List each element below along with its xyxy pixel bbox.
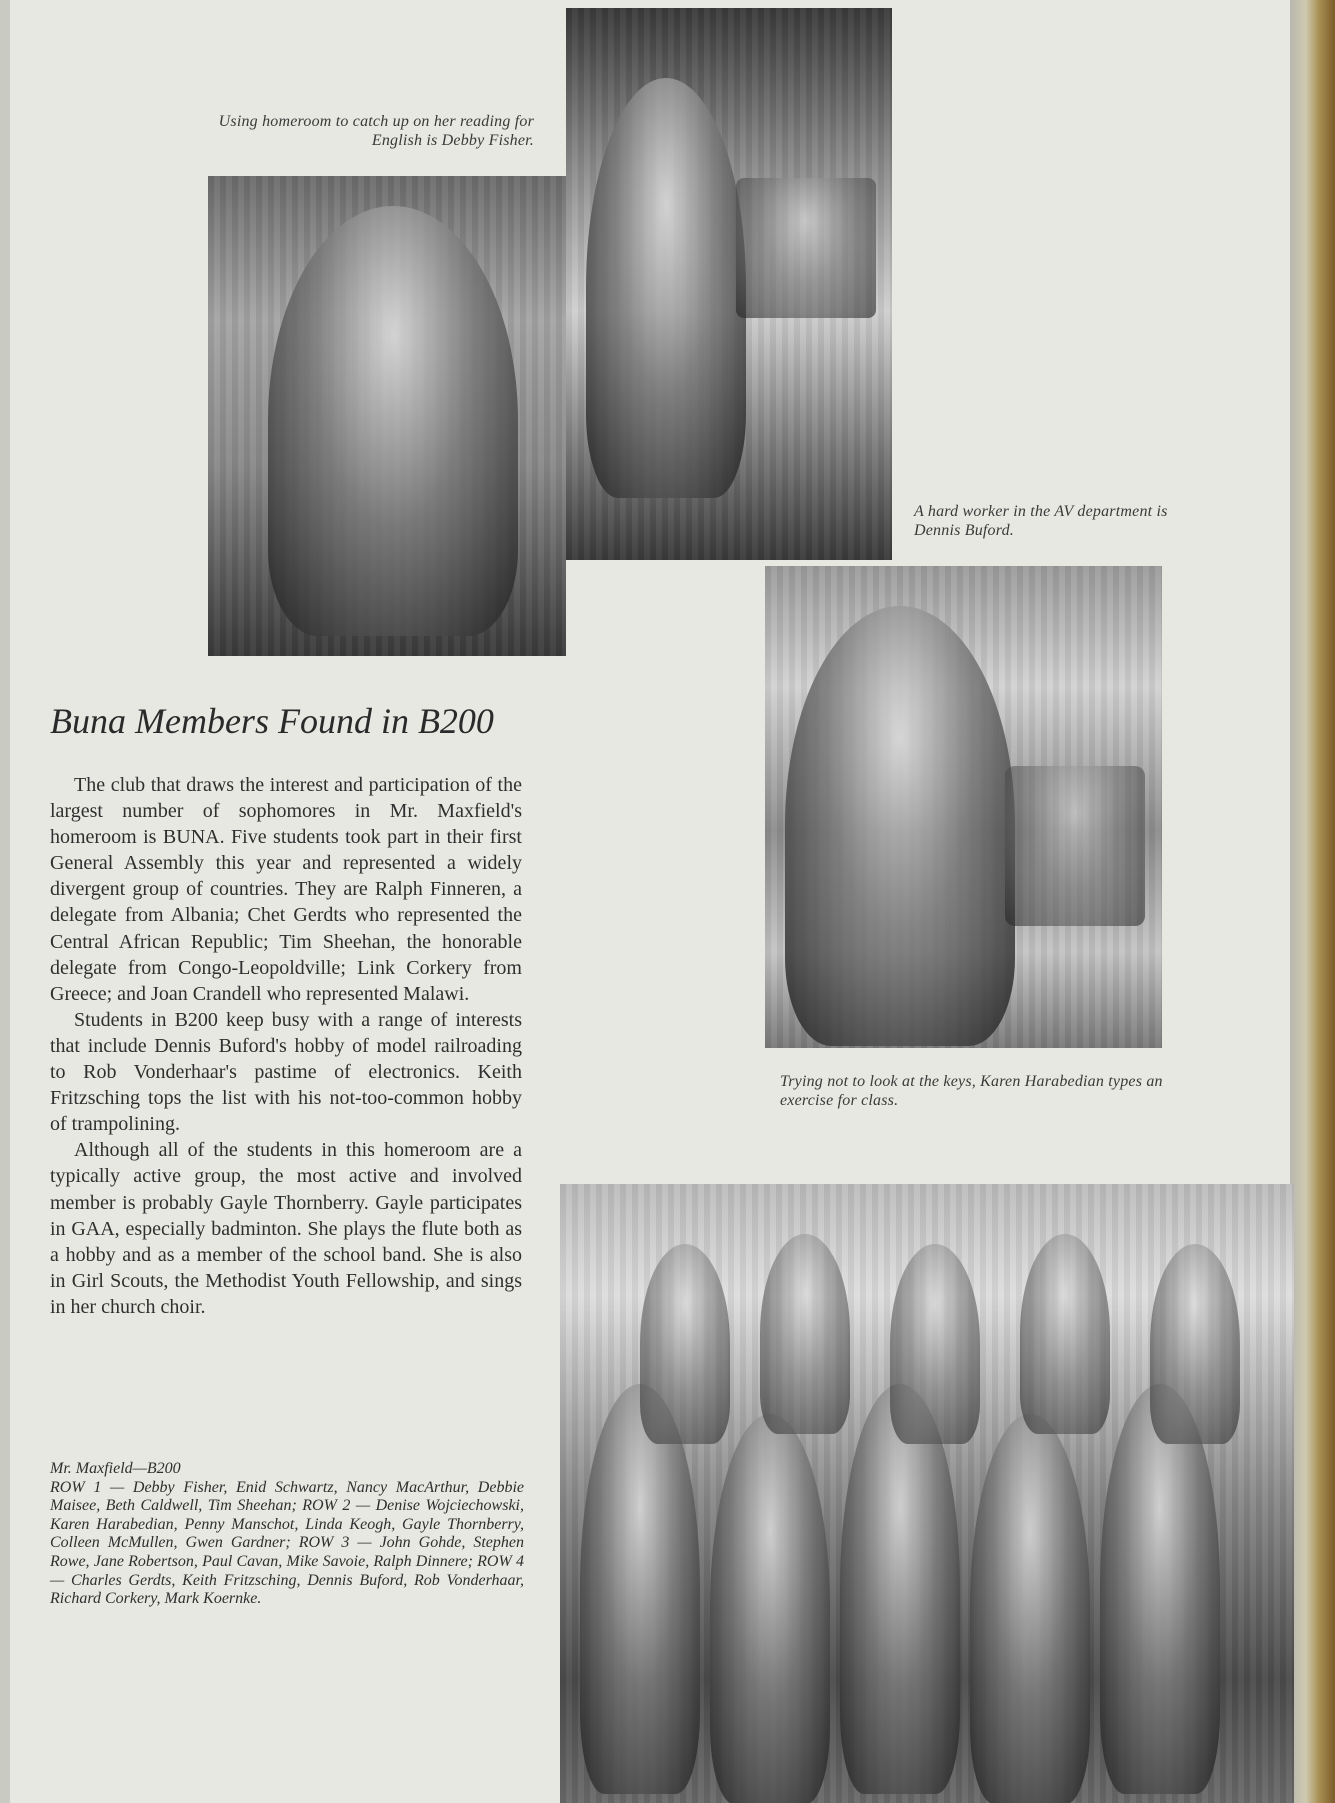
caption-karen-harabedian: Trying not to look at the keys, Karen Harabedian types an exercise for class.	[780, 1073, 1163, 1109]
caption-dennis-buford: A hard worker in the AV department is Dennis Buford.	[914, 503, 1168, 539]
photo-av-student	[566, 8, 892, 560]
photo-student-typing	[765, 566, 1162, 1048]
article-paragraph: The club that draws the interest and participation of the largest number of sophomores in Mr. Maxfield's homeroom is BUNA. Five students took part in their first General Assembly this year and represented a widely divergent group of countries. They are Ralph Finneren, a delegate from Albania; Chet Gerdts who represented the Central African Republic; Tim Sheehan, the honorable delegate from Congo-Leopoldville; Link Corkery from Greece; and Joan Crandell who represented Malawi.	[50, 774, 522, 1005]
roster-text: ROW 1 — Debby Fisher, Enid Schwartz, Nancy MacArthur, Debbie Maisee, Beth Caldwell, Tim Sheehan; ROW 2 — Denise Wojciechowski, Karen Harabedian, Penny Manschot, Linda Keogh, Gayle Thornberry, Colleen McMullen, Gwen Gardner; ROW 3 — John Gohde, Stephen Rowe, Jane Robertson, Paul Cavan, Mike Savoie, Ralph Dinnere; ROW 4 — Charles Gerdts, Keith Fritzsching, Dennis Buford, Rob Vonderhaar, Richard Corkery, Mark Koernke.	[50, 1478, 524, 1608]
photo-student-reading	[208, 176, 566, 656]
homeroom-roster	[50, 1460, 524, 1609]
article-paragraph: Students in B200 keep busy with a range of interests that include Dennis Buford's hobby of model railroading to Rob Vonderhaar's pastime of electronics. Keith Fritzsching tops the list with his not-too-common hobby of trampolining.	[50, 1008, 522, 1136]
roster-title: Mr. Maxfield—B200	[50, 1460, 181, 1477]
book-spine	[1290, 0, 1335, 1803]
article-headline: Buna Members Found in B200	[50, 701, 494, 741]
photo-homeroom-group	[560, 1184, 1294, 1803]
caption-debby-fisher: Using homeroom to catch up on her reading for English is Debby Fisher.	[218, 113, 534, 149]
article-paragraph: Although all of the students in this homeroom are a typically active group, the most active and involved member is probably Gayle Thornberry. Gayle participates in GAA, especially badminton. She plays the flute both as a hobby and as a member of the school band. She is also in Girl Scouts, the Methodist Youth Fellowship, and sings in her church choir.	[50, 1139, 522, 1318]
article-body	[50, 772, 522, 1320]
